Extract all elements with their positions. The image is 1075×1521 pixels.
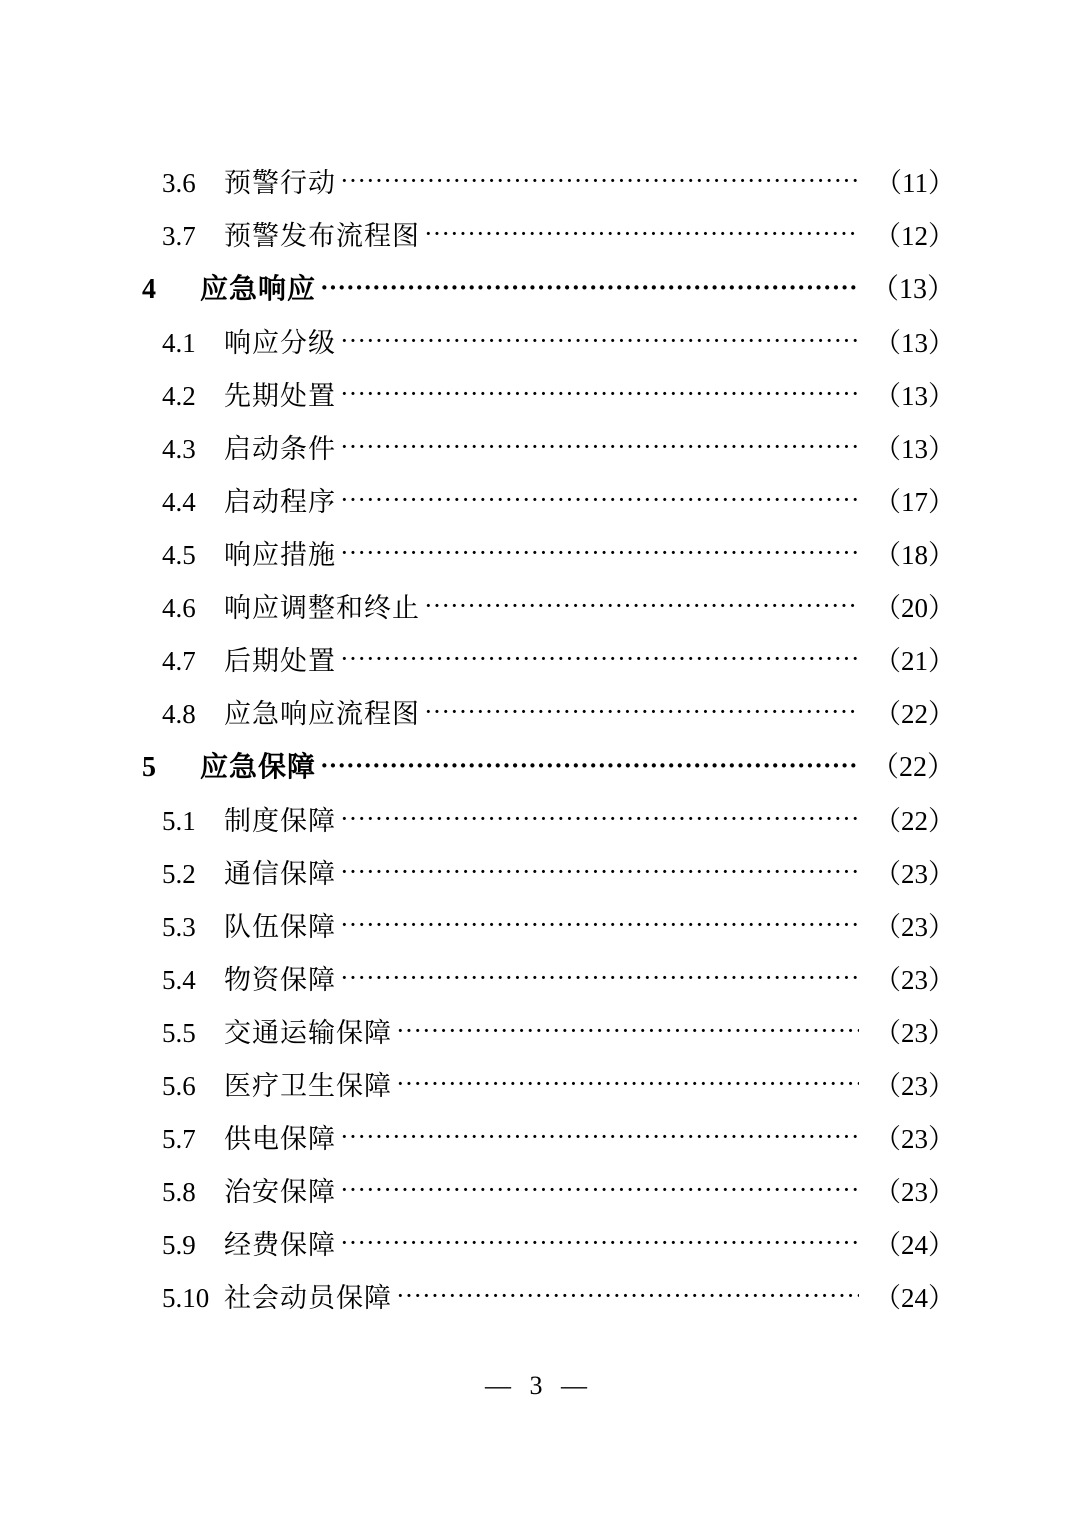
toc-leader-dots [340, 861, 859, 888]
toc-entry[interactable] [120, 1073, 955, 1100]
toc-leader-dots [320, 276, 859, 304]
toc-entry-title: 预警行动 [224, 168, 336, 198]
toc-entry-title: 启动程序 [224, 487, 336, 517]
toc-entry-number: 5.3 [162, 912, 196, 942]
toc-entry[interactable] [120, 914, 955, 941]
toc-entry-title: 响应调整和终止 [224, 593, 420, 623]
toc-entry-page-number: （23） [874, 912, 955, 942]
toc-entry-title: 应急响应流程图 [224, 699, 420, 729]
toc-entry-number: 5.6 [162, 1071, 196, 1101]
toc-entry-number: 5.8 [162, 1177, 196, 1207]
toc-entry-number: 3.6 [162, 168, 196, 198]
toc-entry-title: 后期处置 [224, 646, 336, 676]
toc-leader-dots [340, 648, 859, 675]
toc-entry-number: 5.1 [162, 806, 196, 836]
toc-entry-page-number: （23） [874, 965, 955, 995]
page-footer [0, 1371, 1075, 1401]
toc-entry-number: 5.4 [162, 965, 196, 995]
toc-entry[interactable] [120, 861, 955, 888]
toc-entry-title: 响应措施 [224, 540, 336, 570]
toc-entry[interactable] [120, 489, 955, 516]
toc-entry-number: 3.7 [162, 221, 196, 251]
toc-entry-number: 5.5 [162, 1018, 196, 1048]
toc-leader-dots [340, 1126, 859, 1153]
toc-entry-number: 4.3 [162, 434, 196, 464]
toc-entry-page-number: （11） [875, 168, 955, 198]
toc-entry-page-number: （21） [874, 646, 955, 676]
toc-entry-page-number: （22） [874, 806, 955, 836]
toc-leader-dots [340, 170, 859, 197]
footer-dash-right: — [561, 1371, 590, 1400]
toc-entry[interactable] [120, 648, 955, 675]
toc-leader-dots [340, 489, 859, 516]
toc-entry-page-number: （23） [874, 859, 955, 889]
toc-entry-page-number: （13） [874, 328, 955, 358]
toc-entry-page-number: （13） [870, 274, 955, 305]
toc-entry[interactable] [120, 701, 955, 728]
toc-entry-title: 响应分级 [224, 328, 336, 358]
toc-entry[interactable] [120, 808, 955, 835]
toc-entry-title: 治安保障 [224, 1177, 336, 1207]
toc-entry-number: 4.5 [162, 540, 196, 570]
toc-entry[interactable] [120, 1126, 955, 1153]
toc-entry[interactable] [120, 1179, 955, 1206]
toc-entry-title: 预警发布流程图 [224, 221, 420, 251]
toc-leader-dots [340, 808, 859, 835]
footer-page-number: 3 [529, 1371, 546, 1400]
toc-leader-dots [340, 436, 859, 463]
toc-leader-dots [340, 1232, 859, 1259]
toc-entry-page-number: （23） [874, 1177, 955, 1207]
toc-entry-page-number: （23） [874, 1124, 955, 1154]
toc-entry[interactable] [120, 330, 955, 357]
toc-entry-page-number: （23） [874, 1071, 955, 1101]
toc-entry-title: 经费保障 [224, 1230, 336, 1260]
toc-entry-page-number: （17） [874, 487, 955, 517]
toc-leader-dots [340, 330, 859, 357]
toc-entry-title: 应急响应 [200, 274, 317, 305]
toc-entry-number: 4.8 [162, 699, 196, 729]
toc-entry-number: 4.2 [162, 381, 196, 411]
toc-leader-dots [424, 223, 859, 250]
toc-leader-dots [424, 595, 859, 622]
toc-entry[interactable] [120, 170, 955, 197]
toc-leader-dots [340, 914, 859, 941]
toc-leader-dots [340, 542, 859, 569]
toc-entry[interactable] [120, 754, 955, 782]
toc-entry-number: 5.10 [162, 1283, 210, 1313]
toc-entry-title: 社会动员保障 [224, 1283, 392, 1313]
toc-entry-title: 医疗卫生保障 [224, 1071, 392, 1101]
toc-entry-title: 启动条件 [224, 434, 336, 464]
toc-entry-title: 物资保障 [224, 965, 336, 995]
toc-entry[interactable] [120, 436, 955, 463]
toc-entry[interactable] [120, 276, 955, 304]
toc-entry-page-number: （24） [874, 1283, 955, 1313]
toc-entry-page-number: （24） [874, 1230, 955, 1260]
toc-entry-page-number: （20） [874, 593, 955, 623]
toc-entry-title: 制度保障 [224, 806, 336, 836]
toc-entry-number: 5 [142, 752, 156, 783]
toc-entry-number: 4.4 [162, 487, 196, 517]
toc-entry-title: 通信保障 [224, 859, 336, 889]
toc-entry-page-number: （13） [874, 381, 955, 411]
toc-leader-dots [340, 383, 859, 410]
toc-entry-number: 4.7 [162, 646, 196, 676]
toc-entry-page-number: （23） [874, 1018, 955, 1048]
toc-entry-title: 队伍保障 [224, 912, 336, 942]
toc-entry-title: 供电保障 [224, 1124, 336, 1154]
toc-entry[interactable] [120, 1232, 955, 1259]
toc-leader-dots [396, 1020, 859, 1047]
toc-leader-dots [340, 967, 859, 994]
toc-entry-title: 交通运输保障 [224, 1018, 392, 1048]
toc-entry[interactable] [120, 542, 955, 569]
toc-leader-dots [424, 701, 859, 728]
toc-entry[interactable] [120, 383, 955, 410]
toc-entry-number: 5.7 [162, 1124, 196, 1154]
toc-entry[interactable] [120, 967, 955, 994]
toc-leader-dots [396, 1073, 859, 1100]
table-of-contents [120, 170, 955, 1312]
toc-entry-number: 4.6 [162, 593, 196, 623]
toc-entry-number: 4 [142, 274, 156, 305]
toc-leader-dots [396, 1285, 859, 1312]
toc-entry-page-number: （22） [874, 699, 955, 729]
toc-leader-dots [320, 754, 859, 782]
toc-entry[interactable] [120, 223, 955, 250]
toc-entry-number: 4.1 [162, 328, 196, 358]
toc-entry-title: 应急保障 [200, 752, 317, 783]
toc-entry-title: 先期处置 [224, 381, 336, 411]
toc-entry[interactable] [120, 1285, 955, 1312]
toc-entry-number: 5.9 [162, 1230, 196, 1260]
toc-entry-page-number: （22） [870, 752, 955, 783]
toc-leader-dots [340, 1179, 859, 1206]
toc-entry-page-number: （13） [874, 434, 955, 464]
toc-entry[interactable] [120, 1020, 955, 1047]
toc-entry-page-number: （18） [874, 540, 955, 570]
toc-entry-number: 5.2 [162, 859, 196, 889]
toc-entry-page-number: （12） [874, 221, 955, 251]
toc-entry[interactable] [120, 595, 955, 622]
footer-dash-left: — [485, 1371, 514, 1400]
